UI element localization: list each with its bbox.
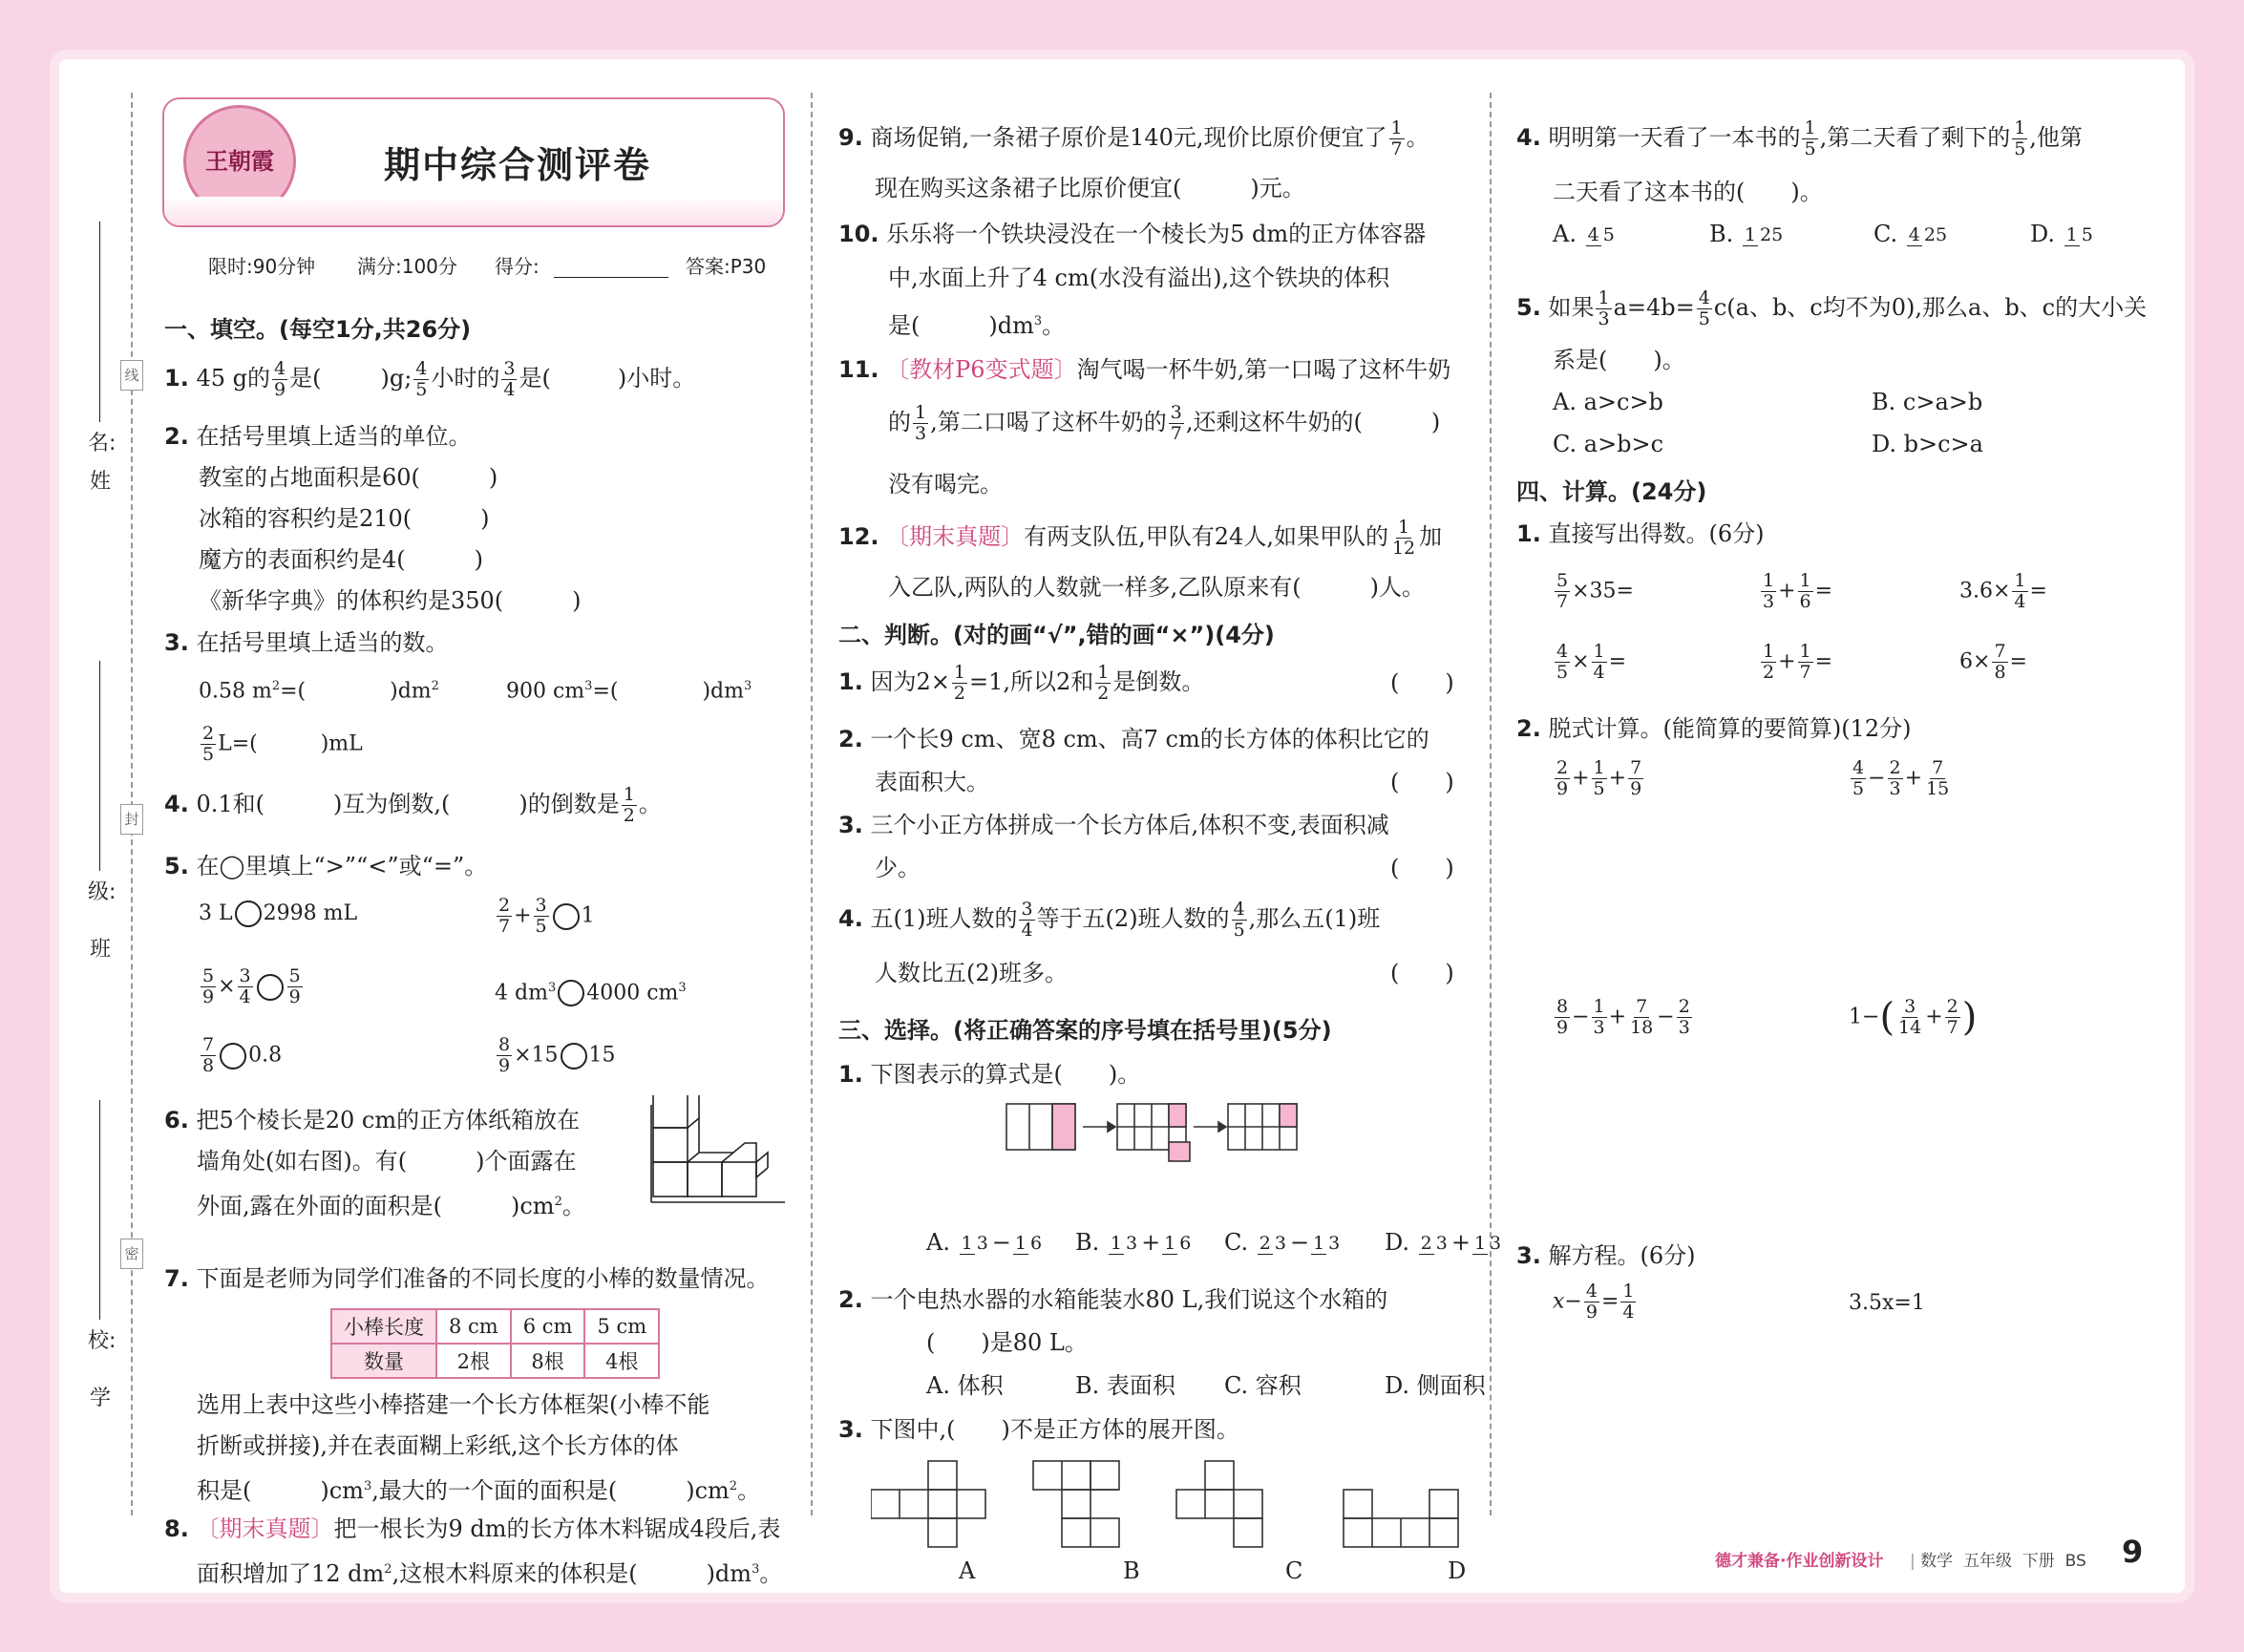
q8-l2c: 。 <box>759 1560 783 1587</box>
q5-a <box>199 898 357 930</box>
q3-num: 3. <box>164 629 189 656</box>
q5-d: 4 $dm^3$ 4000 $cm^3$ <box>495 981 687 1006</box>
c3-label-a[interactable]: A <box>959 1557 976 1584</box>
q3-stem-line <box>164 626 448 659</box>
column-divider-1 <box>811 93 813 1515</box>
calc-8: $\frac{4}{5}$ − $\frac{2}{3}$ + $\frac{7}{15}$ <box>1852 757 1950 799</box>
c3-stem: 下图中,( )不是正方体的展开图。 <box>870 1416 1239 1443</box>
c4-l1: 4. 明明第一天看了一本书的 $\frac{1}{5}$ ,第二天看了剩下的 $\frac{1}{5}$ ,他第 <box>1516 117 2083 159</box>
c1-options <box>926 1226 1502 1259</box>
c4-l1b: ,第二天看了剩下的 <box>1819 124 2011 151</box>
opt-letter: A. <box>926 1229 950 1256</box>
table-header: 小棒长度 <box>331 1309 436 1344</box>
opt-letter: A. <box>1553 221 1577 247</box>
c2-option-b[interactable]: B. 表面积 <box>1075 1372 1175 1399</box>
seal-seal: 封 <box>120 804 143 835</box>
c2-l1-text: 一个电热水器的水箱能装水80 L,我们说这个水箱的 <box>870 1286 1388 1313</box>
q1-f: )小时。 <box>617 365 696 392</box>
j4-l1: 4. 五(1)班人数的 $\frac{3}{4}$ 等于五(2)班人数的 $\frac{4}{5}$ ,那么五(1)班 <box>838 899 1381 941</box>
q3-c-text: L=( )mL <box>218 731 363 756</box>
compare-circle[interactable] <box>257 974 284 1001</box>
c5-option-b[interactable]: B. c>a>b <box>1872 389 1983 415</box>
c1-option-c[interactable]: C. 2 3 − 1 3 <box>1224 1226 1385 1259</box>
c2-option-a[interactable]: A. 体积 <box>926 1372 1004 1399</box>
k1-stem-line <box>1516 518 1764 550</box>
j3-l1-text: 三个小正方体拼成一个长方体后,体积不变,表面积减 <box>870 812 1389 838</box>
calc-3: 3.6× $\frac{1}{4}$ = <box>1959 570 2047 612</box>
j1-c: 是倒数。 <box>1112 668 1205 695</box>
q12-l2: 入乙队,两队的人数就一样多,乙队原来有( )人。 <box>888 574 1425 601</box>
q8-num: 8. <box>164 1515 189 1542</box>
q7-stem: 下面是老师为同学们准备的不同长度的小棒的数量情况。 <box>196 1265 770 1292</box>
class-label-2: 级: <box>88 880 116 904</box>
q6-l3: 外面,露在外面的面积是( )$cm^2$。 <box>197 1193 585 1219</box>
q12-l1b: 加 <box>1419 523 1443 550</box>
q9-l1b: 。 <box>1406 124 1429 151</box>
q8-tag: 〔期末真题〕 <box>196 1515 334 1542</box>
score-blank[interactable] <box>554 277 668 278</box>
q11-l3: 没有喝完。 <box>888 471 1003 498</box>
q5-f: $\frac{8}{9}$ ×15 15 <box>498 1034 616 1076</box>
calc-6: 6× $\frac{7}{8}$ = <box>1959 641 2027 683</box>
q2-stem-line <box>164 420 471 453</box>
q2-l3: 魔方的表面积约是4( ) <box>199 546 483 573</box>
full-score: 满分:100分 <box>357 255 457 278</box>
page-title: 期中综合测评卷 <box>384 144 652 186</box>
c3-stem-line <box>838 1413 1239 1446</box>
q11-l2c: ,还剩这杯牛奶的( ) <box>1185 409 1441 435</box>
q11-l2a: 的 <box>888 409 911 435</box>
c5-l1: 5. 如果 $\frac{1}{3}$ a=4b= $\frac{4}{5}$ c(a、b、c均不为0),那么a、b、c的大小关 <box>1516 287 2148 329</box>
c5-l1b: a=4b= <box>1613 294 1695 321</box>
c4-options <box>1553 218 2106 250</box>
q1-num: 1. <box>164 365 189 392</box>
q7-l3b: ,最大的一个面的面积是( )cm <box>371 1477 730 1504</box>
c5-option-a[interactable]: A. a>c>b <box>1553 389 1663 415</box>
q2-l2: 冰箱的容积约是210( ) <box>199 505 490 532</box>
footer-grade: 五年级 <box>1962 1552 2012 1571</box>
q10-l1 <box>838 218 1426 250</box>
c5-l1c: c(a、b、c均不为0),那么a、b、c的大小关 <box>1713 294 2148 321</box>
seal-line: 线 <box>120 360 143 391</box>
q1-a: 45 g的 <box>196 365 270 392</box>
table-header: 数量 <box>331 1344 436 1378</box>
c1-option-a[interactable]: A. 1 3 − 1 6 <box>926 1226 1075 1259</box>
j1-b: =1,所以2和 <box>968 668 1094 695</box>
footer-subject: 数学 <box>1920 1552 1954 1571</box>
footer-term: 下册 <box>2022 1552 2055 1571</box>
q10-l3b: 。 <box>1042 312 1066 339</box>
j1-paren[interactable]: ( ) <box>1390 669 1454 696</box>
footer-meta: | 数学 五年级 下册 BS <box>1910 1552 2086 1571</box>
section-3-title: 三、选择。(将正确答案的序号填在括号里)(5分) <box>838 1017 1332 1044</box>
j4-a: 五(1)班人数的 <box>870 905 1018 932</box>
q11-tag: 〔教材P6变式题〕 <box>886 356 1077 383</box>
q10-num: 10. <box>838 221 879 247</box>
sticks-table <box>330 1308 660 1379</box>
page-number: 9 <box>2122 1534 2144 1570</box>
column-divider-2 <box>1490 93 1492 1515</box>
compare-circle[interactable] <box>558 980 584 1006</box>
j1-a: 因为2× <box>870 668 950 695</box>
c4-num: 4. <box>1516 124 1541 151</box>
q4: 4. 0.1和( )互为倒数,( )的倒数是 $\frac{1}{2}$ 。 <box>164 784 662 826</box>
q5-f2: 15 <box>588 1043 616 1068</box>
q5-stem-line <box>164 850 487 882</box>
c4-option-a[interactable]: A. 4 5 <box>1553 218 1709 250</box>
c3-label-c[interactable]: C <box>1285 1557 1303 1584</box>
q3-b: 900 $cm^3=$( )$dm^3$ <box>506 679 752 704</box>
c4-option-b[interactable]: B. 1 25 <box>1709 218 1874 250</box>
q12-l1-text: 有两支队伍,甲队有24人,如果甲队的 <box>1024 523 1388 550</box>
name-blank[interactable] <box>99 222 100 422</box>
calc-2: $\frac{1}{3}$ + $\frac{1}{6}$ = <box>1763 570 1833 612</box>
footer-edition: BS <box>2064 1552 2086 1571</box>
q7-num: 7. <box>164 1265 189 1292</box>
q2-num: 2. <box>164 423 189 450</box>
q9-l1: 9. 商场促销,一条裙子原价是140元,现价比原价便宜了 $\frac{1}{7}$ 。 <box>838 117 1429 159</box>
q8-l2b: ,这根木料原来的体积是( )dm <box>392 1560 752 1587</box>
k1-stem: 直接写出得数。(6分) <box>1548 520 1765 547</box>
calc-10: 1−( $\frac{3}{14}$ + $\frac{2}{7}$ ) <box>1849 995 1978 1040</box>
q8-l1 <box>164 1513 780 1545</box>
q1: 1. 45 g的 $\frac{4}{9}$ 是( )g; $\frac{4}{5}$ 小时的 $\frac{3}{4}$ 是( )小时。 <box>164 358 696 400</box>
q9-l2: 现在购买这条裙子比原价便宜( )元。 <box>875 175 1305 201</box>
table-cell: 8 cm <box>436 1309 511 1344</box>
q4-num: 4. <box>164 791 189 817</box>
name-label-1: 姓 <box>89 470 111 494</box>
cubes-figure <box>642 1095 794 1219</box>
compare-circle[interactable] <box>553 903 580 930</box>
c4-l2: 二天看了这本书的( )。 <box>1553 179 1823 205</box>
worksheet-page <box>50 50 2194 1602</box>
section-1-title: 一、填空。(每空1分,共26分) <box>164 316 472 343</box>
q7-l3-text: 积是( )cm <box>197 1477 364 1504</box>
q12-num: 12. <box>838 523 879 550</box>
c4-l1a: 明明第一天看了一本书的 <box>1548 124 1801 151</box>
k3-stem: 解方程。(6分) <box>1548 1242 1696 1269</box>
q6-num: 6. <box>164 1107 189 1133</box>
section-4-title: 四、计算。(24分) <box>1516 478 1707 505</box>
class-blank[interactable] <box>99 661 100 871</box>
q10-l3-text: 是( )dm <box>888 312 1034 339</box>
q3-a-text: 0.58 m <box>199 679 272 704</box>
k2-num: 2. <box>1516 715 1541 742</box>
c3-label-b[interactable]: B <box>1123 1557 1140 1584</box>
q10-l2: 中,水面上升了4 cm(水没有溢出),这个铁块的体积 <box>888 265 1390 291</box>
c3-label-d[interactable]: D <box>1448 1557 1467 1584</box>
q1-d: 小时的 <box>431 365 500 392</box>
c3-num: 3. <box>838 1416 863 1443</box>
c2-l1 <box>838 1283 1387 1316</box>
c4-l1c: ,他第 <box>2029 124 2083 151</box>
j4-l2: 人数比五(2)班多。 <box>875 960 1068 986</box>
title-wave <box>164 197 783 225</box>
q3-stem: 在括号里填上适当的数。 <box>196 629 449 656</box>
class-label-1: 班 <box>89 938 111 962</box>
j3-l1 <box>838 809 1389 841</box>
q8-l2: 面积增加了12 $dm^2$,这根木料原来的体积是( )$dm^3$。 <box>197 1560 783 1587</box>
q9-num: 9. <box>838 124 863 151</box>
calc-9: $\frac{8}{9}$ − $\frac{1}{3}$ + $\frac{7}{18}$ − $\frac{2}{3}$ <box>1556 996 1690 1038</box>
equation-2: 3.5x=1 <box>1849 1291 1925 1315</box>
table-cell: 8根 <box>511 1344 585 1378</box>
q3-a2: =( )dm <box>280 679 432 704</box>
q3-c: $\frac{2}{5}$ L=( )mL <box>202 723 363 765</box>
q5-num: 5. <box>164 853 189 879</box>
q4-b: 。 <box>638 791 662 817</box>
answer-ref: 答案:P30 <box>686 255 767 278</box>
q2-l1: 教室的占地面积是60( ) <box>199 464 498 491</box>
q5-e-text: 0.8 <box>248 1043 283 1068</box>
footer-brand: 德才兼备·作业创新设计 <box>1715 1552 1884 1571</box>
j1: 1. 因为2× $\frac{1}{2}$ =1,所以2和 $\frac{1}{2}$ 是倒数。 <box>838 662 1205 704</box>
q11-l2b: ,第二口喝了这杯牛奶的 <box>930 409 1167 435</box>
q11-l2: 的 $\frac{1}{3}$ ,第二口喝了这杯牛奶的 $\frac{3}{7}$ ,还剩这杯牛奶的( ) <box>888 402 1441 444</box>
c5-num: 5. <box>1516 294 1541 321</box>
q10-l1-text: 乐乐将一个铁块浸没在一个棱长为5 dm的正方体容器 <box>886 221 1427 247</box>
c1-option-b[interactable]: B. 1 3 + 1 6 <box>1075 1226 1224 1259</box>
seal-secret: 密 <box>120 1239 143 1269</box>
c4-option-c[interactable]: C. 4 25 <box>1874 218 2030 250</box>
c2-l2: ( )是80 L。 <box>926 1329 1088 1356</box>
table-cell: 6 cm <box>511 1309 585 1344</box>
q4-a: 0.1和( )互为倒数,( )的倒数是 <box>196 791 620 817</box>
calc-5: $\frac{1}{2}$ + $\frac{1}{7}$ = <box>1763 641 1833 683</box>
j3-num: 3. <box>838 812 863 838</box>
q5-b2: 1 <box>581 903 595 928</box>
q5-e: $\frac{7}{8}$ 0.8 <box>202 1034 283 1076</box>
c1-num: 1. <box>838 1061 863 1088</box>
j3-paren[interactable]: ( ) <box>1390 855 1454 881</box>
j2-paren[interactable]: ( ) <box>1390 769 1454 795</box>
q5-d2: 4000 cm <box>586 981 679 1006</box>
j1-num: 1. <box>838 668 863 695</box>
q11-l1 <box>838 353 1450 386</box>
j4-num: 4. <box>838 905 863 932</box>
c5-l1a: 如果 <box>1548 294 1595 321</box>
q8-l1-text: 把一根长为9 dm的长方体木料锯成4段后,表 <box>333 1515 781 1542</box>
opt-letter: B. <box>1075 1229 1100 1256</box>
k3-num: 3. <box>1516 1242 1541 1269</box>
q11-num: 11. <box>838 356 879 383</box>
school-label-1: 学 <box>89 1387 111 1410</box>
compare-circle[interactable] <box>561 1043 587 1070</box>
c1-stem-line <box>838 1058 1140 1091</box>
k3-stem-line <box>1516 1239 1695 1272</box>
q8-l2-text: 面积增加了12 dm <box>197 1560 385 1587</box>
q1-c: )g; <box>380 365 413 392</box>
j2-l1-text: 一个长9 cm、宽8 cm、高7 cm的长方体的体积比它的 <box>870 726 1429 752</box>
logo-text: 王朝霞 <box>205 148 274 175</box>
cube-nets-figure <box>871 1457 1520 1553</box>
opt-letter: C. <box>1224 1229 1249 1256</box>
c2-option-d[interactable]: D. 侧面积 <box>1385 1372 1486 1399</box>
k1-num: 1. <box>1516 520 1541 547</box>
c5-option-d[interactable]: D. b>c>a <box>1872 431 1983 457</box>
c2-num: 2. <box>838 1286 863 1313</box>
calc-4: $\frac{4}{5}$ × $\frac{1}{4}$ = <box>1556 641 1627 683</box>
q10-l3: 是( )$dm^3$。 <box>888 312 1066 339</box>
q11-l1-text: 淘气喝一杯牛奶,第一口喝了这杯牛奶 <box>1076 356 1451 383</box>
q6-l1 <box>164 1104 580 1136</box>
j2-l1 <box>838 723 1429 755</box>
j4-paren[interactable]: ( ) <box>1390 960 1454 986</box>
j4-b: 等于五(2)班人数的 <box>1036 905 1230 932</box>
q7-l3c: 。 <box>737 1477 761 1504</box>
c1-option-d[interactable]: D. 2 3 + 1 3 <box>1385 1226 1480 1259</box>
q3-a: 0.58 $m^2=$( )$dm^2$ <box>199 679 439 704</box>
q5-a2: 2998 mL <box>263 901 358 925</box>
c1-stem: 下图表示的算式是( )。 <box>870 1061 1141 1088</box>
opt-letter: C. <box>1874 221 1898 247</box>
compare-circle[interactable] <box>220 1043 246 1070</box>
q5-d-text: 4 dm <box>495 981 548 1006</box>
table-cell: 5 cm <box>584 1309 659 1344</box>
q5-a-text: 3 L <box>199 901 233 925</box>
equation-1: x− $\frac{4}{9}$ = $\frac{1}{4}$ <box>1553 1281 1635 1323</box>
q7-l1: 选用上表中这些小棒搭建一个长方体框架(小棒不能 <box>197 1391 710 1418</box>
q7-stem-line <box>164 1262 769 1295</box>
q1-b: 是( <box>289 365 322 392</box>
name-label-2: 名: <box>88 432 116 455</box>
k2-stem-line <box>1516 712 1911 745</box>
compare-circle[interactable] <box>235 900 262 927</box>
j3-l2: 少。 <box>875 855 921 881</box>
c5-option-c[interactable]: C. a>b>c <box>1553 431 1664 457</box>
fraction-diagram <box>1005 1100 1310 1167</box>
j2-l2: 表面积大。 <box>875 769 989 795</box>
c2-options <box>926 1369 1499 1402</box>
school-blank[interactable] <box>99 1100 100 1320</box>
q6-l3b: 。 <box>561 1193 585 1219</box>
c2-option-c[interactable]: C. 容积 <box>1224 1372 1302 1399</box>
q2-l4: 《新华字典》的体积约是350( ) <box>199 587 582 614</box>
opt-letter: D. <box>1385 1229 1410 1256</box>
q5-stem: 在◯里填上“>”“<”或“=”。 <box>196 853 488 879</box>
q2-stem: 在括号里填上适当的单位。 <box>196 423 472 450</box>
j2-num: 2. <box>838 726 863 752</box>
section-2-title: 二、判断。(对的画“√”,错的画“×”)(4分) <box>838 622 1275 648</box>
q3-b-text: 900 cm <box>506 679 585 704</box>
title-box <box>162 97 785 227</box>
q6-l1-text: 把5个棱长是20 cm的正方体纸箱放在 <box>196 1107 581 1133</box>
opt-letter: D. <box>2030 221 2056 247</box>
k2-stem: 脱式计算。(能简算的要简算)(12分) <box>1548 715 1912 742</box>
time-limit: 限时:90分钟 <box>208 255 316 278</box>
school-label-2: 校: <box>88 1329 116 1353</box>
c4-option-d[interactable]: D. 1 5 <box>2030 218 2106 250</box>
q7-l3: 积是( )$cm^3$,最大的一个面的面积是( )$cm^2$。 <box>197 1477 761 1504</box>
q12-tag: 〔期末真题〕 <box>886 523 1025 550</box>
q12-l1: 12. 〔期末真题〕有两支队伍,甲队有24人,如果甲队的 $\frac{1}{12}$ 加 <box>838 517 1443 559</box>
table-cell: 4根 <box>584 1344 659 1378</box>
opt-letter: B. <box>1709 221 1734 247</box>
calc-7: $\frac{2}{9}$ + $\frac{1}{5}$ + $\frac{7}{9}$ <box>1556 757 1642 799</box>
c5-l2: 系是( )。 <box>1553 347 1685 373</box>
q5-c: $\frac{5}{9}$ × $\frac{3}{4}$ $\frac{5}{9}$ <box>202 965 301 1007</box>
q9-l1-text: 商场促销,一条裙子原价是140元,现价比原价便宜了 <box>870 124 1387 151</box>
q7-l2: 折断或拼接),并在表面糊上彩纸,这个长方体的体 <box>197 1432 679 1459</box>
j4-c: ,那么五(1)班 <box>1248 905 1381 932</box>
q6-l2: 墙角处(如右图)。有( )个面露在 <box>197 1148 577 1175</box>
score-label: 得分: <box>495 255 540 278</box>
calc-1: $\frac{5}{7}$ ×35= <box>1556 570 1634 612</box>
table-cell: 2根 <box>436 1344 511 1378</box>
q5-b: $\frac{2}{7}$ + $\frac{3}{5}$ 1 <box>498 895 595 937</box>
q6-l3-text: 外面,露在外面的面积是( )cm <box>197 1193 555 1219</box>
q5-f-text: ×15 <box>514 1043 559 1068</box>
q3-b2: =( )dm <box>592 679 744 704</box>
q1-e: 是( <box>519 365 551 392</box>
